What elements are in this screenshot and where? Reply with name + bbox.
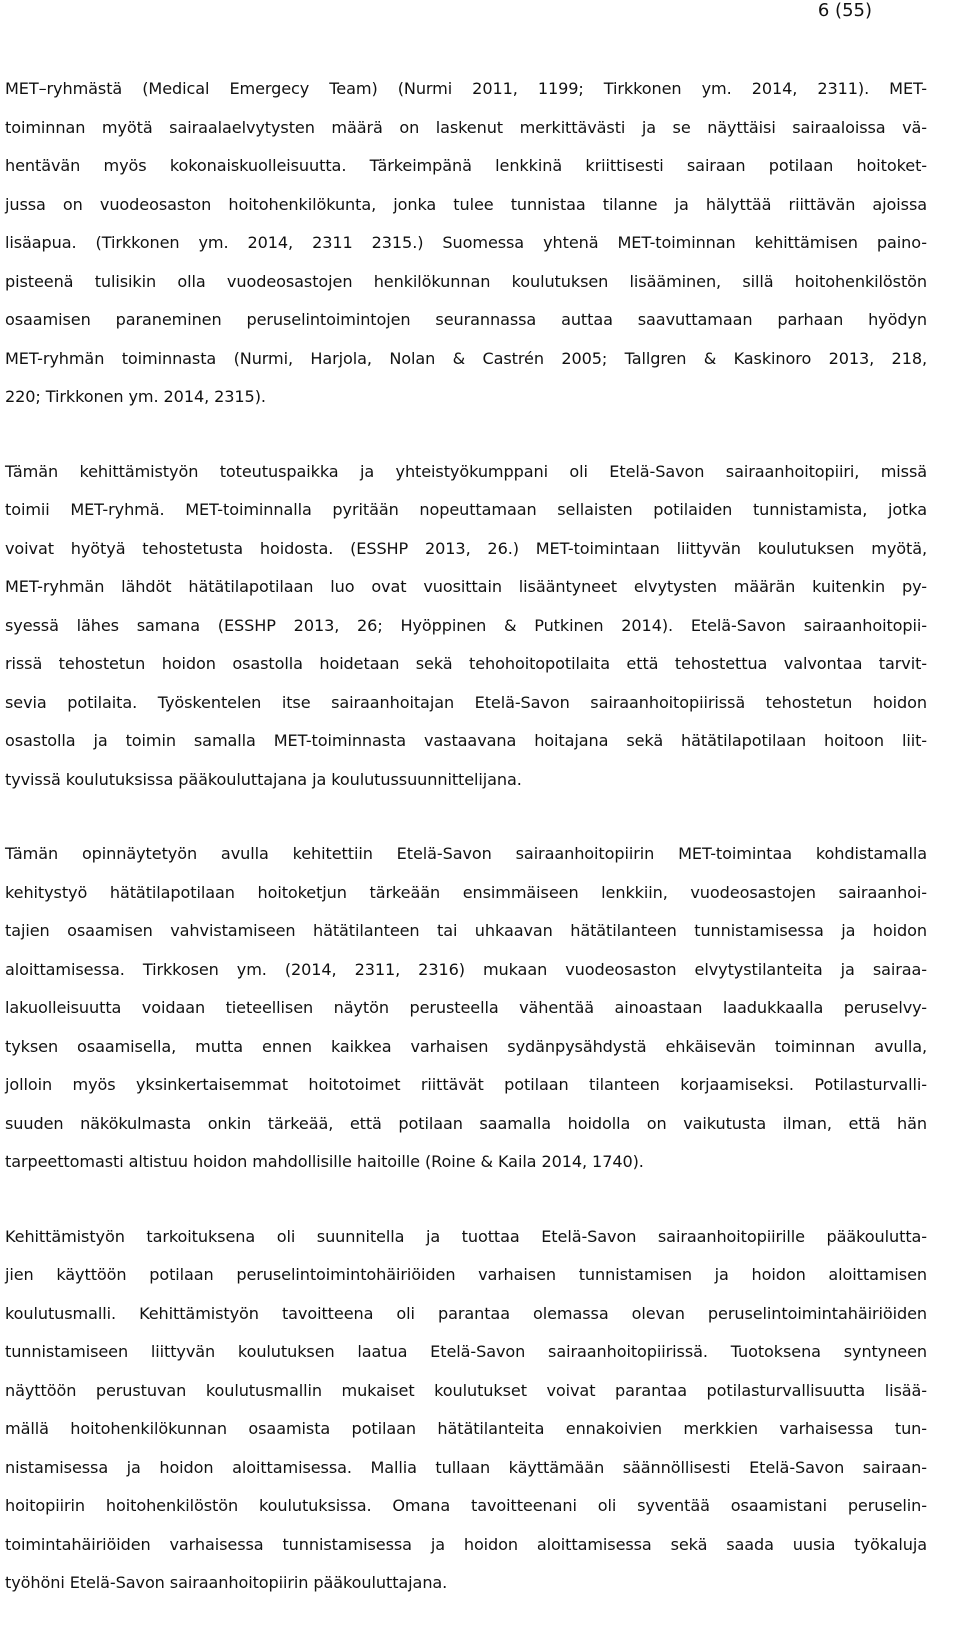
text-line: osastolla ja toimin samalla MET-toiminnasta vastaavana hoitajana sekä hätätilapotilaan hoitoon liit- (5, 731, 927, 750)
text-line: näyttöön perustuvan koulutusmallin mukaiset koulutukset voivat parantaa potilasturvallisuutta lisää- (5, 1380, 927, 1400)
text-line: tajien osaamisen vahvistamiseen hätätilanteen tai uhkaavan hätätilanteen tunnistamisessa ja hoidon (5, 921, 927, 940)
text-line: kehitystyö hätätilapotilaan hoitoketjun tärkeään ensimmäiseen lenkkiin, vuodeosastojen sairaanhoi- (5, 882, 927, 902)
text-line: toimii MET-ryhmä. MET-toiminnalla pyritään nopeuttamaan sellaisten potilaiden tunnistamista, jotka (5, 500, 927, 519)
text-line: aloittamisessa. Tirkkosen ym. (2014, 2311, 2316) mukaan vuodeosaston elvytystilanteita ja sairaa- (5, 959, 927, 979)
text-line: tunnistamiseen liittyvän koulutuksen laatua Etelä-Savon sairaanhoitopiirissä. Tuotoksena syntyneen (5, 1342, 927, 1361)
text-line: Tämän opinnäytetyön avulla kehitettiin Etelä-Savon sairaanhoitopiirin MET-toimintaa kohdistamalla (5, 844, 927, 863)
text-line: hentävän myös kokonaiskuolleisuutta. Tärkeimpänä lenkkinä kriittisesti sairaan potilaan hoitoket- (5, 156, 927, 175)
text-line: 220; Tirkkonen ym. 2014, 2315). (5, 387, 266, 406)
text-line: MET-ryhmän lähdöt hätätilapotilaan luo ovat vuosittain lisääntyneet elvytysten määrän kuitenkin py- (5, 577, 927, 596)
text-line: jussa on vuodeosaston hoitohenkilökunta, jonka tulee tunnistaa tilanne ja hälyttää riittävän ajoissa (5, 194, 927, 214)
text-line: toiminnan myötä sairaalaelvytysten määrä on laskenut merkittävästi ja se näyttäisi sairaaloissa vä- (5, 117, 927, 137)
text-line: nistamisessa ja hoidon aloittamisessa. Mallia tullaan käyttämään säännöllisesti Etelä-Savon sairaan- (5, 1457, 927, 1477)
page-number: 6 (55) (817, 0, 872, 21)
text-line: pisteenä tulisikin olla vuodeosastojen henkilökunnan koulutuksen lisääminen, sillä hoitohenkilöstön (5, 271, 927, 291)
text-line: jien käyttöön potilaan peruselintoimintohäiriöiden varhaisen tunnistamisen ja hoidon aloittamisen (5, 1265, 927, 1284)
paragraph (5, 835, 927, 1182)
text-line: voivat hyötyä tehostetusta hoidosta. (ESSHP 2013, 26.) MET-toimintaan liittyvän koulutuksen myötä, (5, 538, 927, 558)
text-line: osaamisen paraneminen peruselintoimintojen seurannassa auttaa saavuttamaan parhaan hyödyn (5, 310, 927, 329)
text-line: toimintahäiriöiden varhaisessa tunnistamisessa ja hoidon aloittamisessa sekä saada uusia työkaluja (5, 1534, 927, 1554)
text-line: jolloin myös yksinkertaisemmat hoitotoimet riittävät potilaan tilanteen korjaamiseksi. Potilasturvalli- (5, 1075, 927, 1094)
text-line: MET–ryhmästä (Medical Emergecy Team) (Nurmi 2011, 1199; Tirkkonen ym. 2014, 2311). MET- (5, 79, 927, 98)
text-line: lisäapua. (Tirkkonen ym. 2014, 2311 2315.) Suomessa yhtenä MET-toiminnan kehittämisen paino- (5, 233, 927, 252)
text-line: lakuolleisuutta voidaan tieteellisen näytön perusteella vähentää ainoastaan laadukkaalla peruselvy- (5, 998, 927, 1017)
paragraph (5, 453, 927, 800)
text-line: työhöni Etelä-Savon sairaanhoitopiirin pääkouluttajana. (5, 1573, 448, 1592)
text-line: rissä tehostetun hoidon osastolla hoidetaan sekä tehohoitopotilaita että tehostettua valvontaa tarvit- (5, 654, 927, 673)
text-line: Kehittämistyön tarkoituksena oli suunnitella ja tuottaa Etelä-Savon sairaanhoitopiirille pääkoulutta- (5, 1226, 927, 1246)
text-line: koulutusmalli. Kehittämistyön tavoitteena oli parantaa olemassa olevan peruselintoimintahäiriöiden (5, 1303, 927, 1323)
text-line: tyksen osaamisella, mutta ennen kaikkea varhaisen sydänpysähdystä ehkäisevän toiminnan avulla, (5, 1036, 927, 1056)
text-line: tyvissä koulutuksissa pääkouluttajana ja koulutussuunnittelijana. (5, 769, 522, 789)
text-line: tarpeettomasti altistuu hoidon mahdollisille haitoille (Roine & Kaila 2014, 1740). (5, 1152, 644, 1171)
text-line: mällä hoitohenkilökunnan osaamista potilaan hätätilanteita ennakoivien merkkien varhaisessa tun- (5, 1419, 927, 1438)
paragraph (5, 1218, 927, 1603)
text-line: MET-ryhmän toiminnasta (Nurmi, Harjola, Nolan & Castrén 2005; Tallgren & Kaskinoro 2013, 218, (5, 348, 927, 368)
text-line: hoitopiirin hoitohenkilöstön koulutuksissa. Omana tavoitteenani oli syventää osaamistani peruselin- (5, 1496, 927, 1515)
text-line: sevia potilaita. Työskentelen itse sairaanhoitajan Etelä-Savon sairaanhoitopiirissä tehostetun hoidon (5, 692, 927, 712)
text-line: Tämän kehittämistyön toteutuspaikka ja yhteistyökumppani oli Etelä-Savon sairaanhoitopiiri, missä (5, 461, 927, 481)
document-body (5, 70, 927, 1639)
text-line: suuden näkökulmasta onkin tärkeää, että potilaan saamalla hoidolla on vaikutusta ilman, että hän (5, 1113, 927, 1133)
paragraph (5, 70, 927, 417)
text-line: syessä lähes samana (ESSHP 2013, 26; Hyöppinen & Putkinen 2014). Etelä-Savon sairaanhoitopii- (5, 615, 927, 635)
